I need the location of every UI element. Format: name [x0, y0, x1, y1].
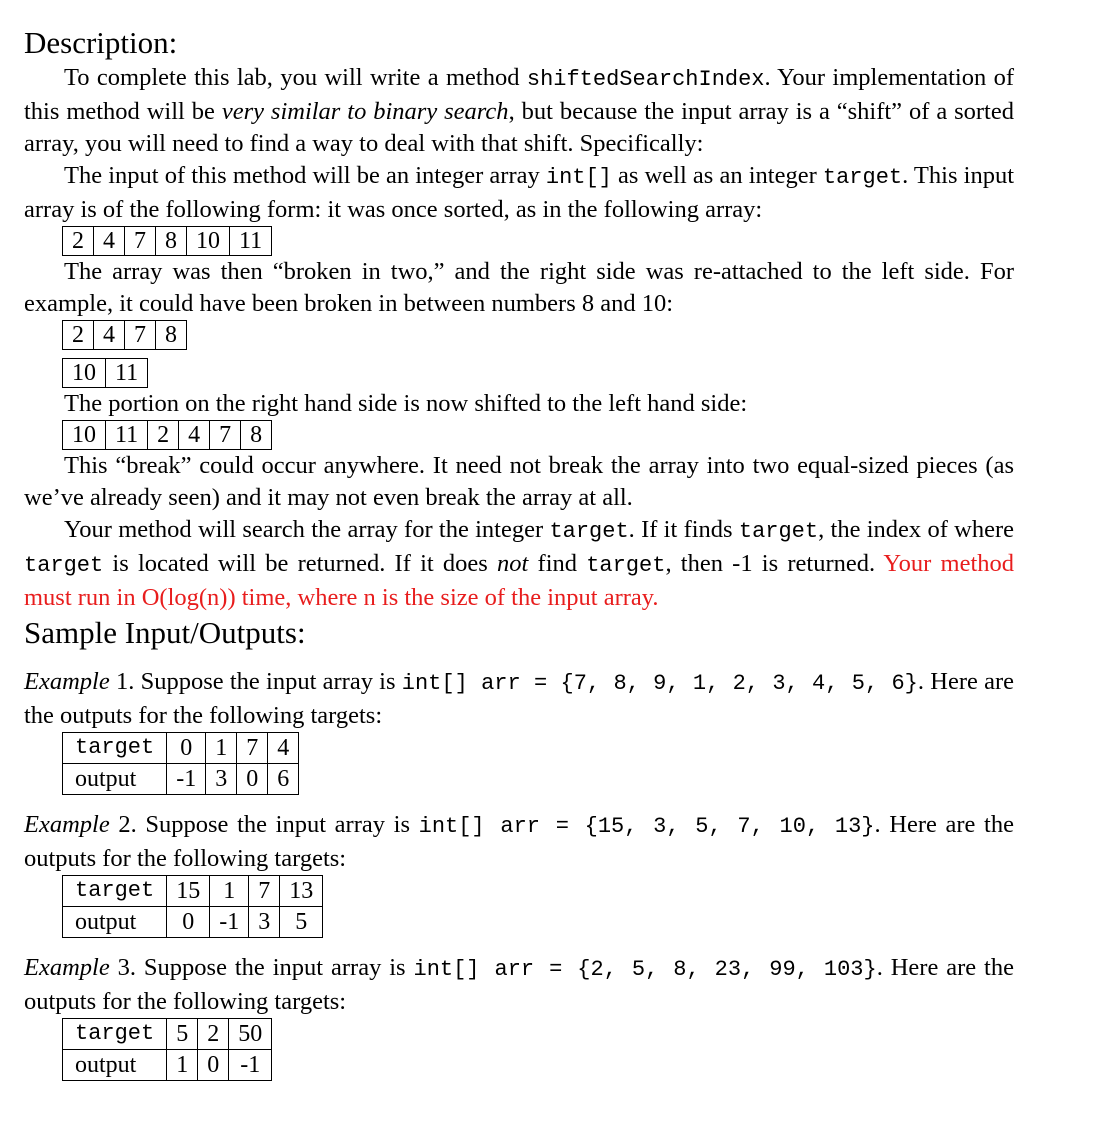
array-cell: 7 [125, 227, 156, 256]
array-cell: 7 [210, 421, 241, 450]
array-cell: 8 [241, 421, 272, 450]
target-cell: 5 [167, 1019, 198, 1050]
output-cell: -1 [229, 1050, 272, 1081]
example-2-text: Example 2. Suppose the input array is int[] arr = {15, 3, 5, 7, 10, 13}. Here are the outputs for the following targets: [24, 811, 1014, 872]
output-cell: 1 [167, 1050, 198, 1081]
anywhere-paragraph: This “break” could occur anywhere. It need not break the array into two equal-sized pieces (as we’ve already seen) and it may not even break the array at all. [24, 452, 1014, 511]
target-label: target [63, 876, 167, 907]
array-cell: 2 [63, 227, 94, 256]
output-row [63, 1050, 272, 1081]
shift-paragraph: The portion on the right hand side is now shifted to the left hand side: [64, 390, 748, 417]
target-cell: 7 [237, 733, 268, 764]
example-1-table [62, 732, 299, 795]
output-cell: 0 [198, 1050, 229, 1081]
target-label: target [63, 1019, 167, 1050]
array-cell: 4 [94, 321, 125, 350]
output-cell: -1 [167, 764, 206, 795]
example-2-table [62, 875, 323, 938]
array-cell: 11 [230, 227, 272, 256]
sorted-array-row [63, 227, 272, 256]
output-label: output [63, 907, 167, 938]
samples-heading: Sample Input/Outputs: [24, 615, 306, 650]
right-part-row [63, 359, 148, 388]
target-cell: 4 [268, 733, 299, 764]
shifted-array-row [63, 421, 272, 450]
example-3-text: Example 3. Suppose the input array is int[] arr = {2, 5, 8, 23, 99, 103}. Here are the outputs for the following targets: [24, 954, 1014, 1015]
target-cell: 1 [210, 876, 249, 907]
array-cell: 8 [156, 227, 187, 256]
method-name-code: shiftedSearchIndex [526, 67, 765, 92]
output-cell: 0 [237, 764, 268, 795]
target-cell: 2 [198, 1019, 229, 1050]
output-row [63, 764, 299, 795]
target-cell: 1 [206, 733, 237, 764]
sorted-array-table [62, 226, 272, 256]
input-paragraph: The input of this method will be an integer array int[] as well as an integer target. This input array is of the following form: it was once sorted, as in the following array: [24, 162, 1014, 223]
example-1-text: Example 1. Suppose the input array is int[] arr = {7, 8, 9, 1, 2, 3, 4, 5, 6}. Here are the outputs for the following targets: [24, 668, 1014, 729]
output-cell: 6 [268, 764, 299, 795]
array-cell: 2 [63, 321, 94, 350]
output-cell: 5 [280, 907, 323, 938]
output-row [63, 907, 323, 938]
target-row [63, 1019, 272, 1050]
shifted-array-table [62, 420, 272, 450]
array-cell: 10 [63, 421, 106, 450]
output-cell: 3 [249, 907, 280, 938]
target-cell: 7 [249, 876, 280, 907]
array-cell: 4 [94, 227, 125, 256]
output-cell: 0 [167, 907, 210, 938]
document-page [24, 24, 1014, 1081]
target-label: target [63, 733, 167, 764]
output-label: output [63, 764, 167, 795]
array-cell: 11 [106, 421, 148, 450]
array-cell: 2 [148, 421, 179, 450]
array-cell: 8 [156, 321, 187, 350]
description-heading: Description: [24, 25, 178, 60]
array-cell: 10 [187, 227, 230, 256]
output-cell: -1 [210, 907, 249, 938]
target-row [63, 876, 323, 907]
array-cell: 4 [179, 421, 210, 450]
example-3-table [62, 1018, 272, 1081]
array-cell: 7 [125, 321, 156, 350]
left-part-row [63, 321, 187, 350]
array-cell: 11 [106, 359, 148, 388]
target-cell: 0 [167, 733, 206, 764]
target-cell: 50 [229, 1019, 272, 1050]
output-label: output [63, 1050, 167, 1081]
array-cell: 10 [63, 359, 106, 388]
right-part-table [62, 358, 148, 388]
target-row [63, 733, 299, 764]
return-paragraph: Your method will search the array for the integer target. If it finds target, the index of where target is located will be returned. If it does not find target, then -1 is returned. Your method must run in O(log(n)) time, where n is the size of the input array. [24, 516, 1015, 611]
intro-paragraph: To complete this lab, you will write a method shiftedSearchIndex. Your implementation of this method will be very similar to binary search, but because the input array is a “shift” of a sorted array, you will need to find a way to deal with that shift. Specifically: [24, 64, 1014, 157]
target-cell: 13 [280, 876, 323, 907]
break-paragraph: The array was then “broken in two,” and the right side was re-attached to the left side. For example, it could have been broken in between numbers 8 and 10: [24, 258, 1014, 317]
target-cell: 15 [167, 876, 210, 907]
complexity-requirement: Your method must run in O(log(n)) time, where n is the size of the input array. [24, 550, 1015, 611]
output-cell: 3 [206, 764, 237, 795]
left-part-table [62, 320, 187, 350]
